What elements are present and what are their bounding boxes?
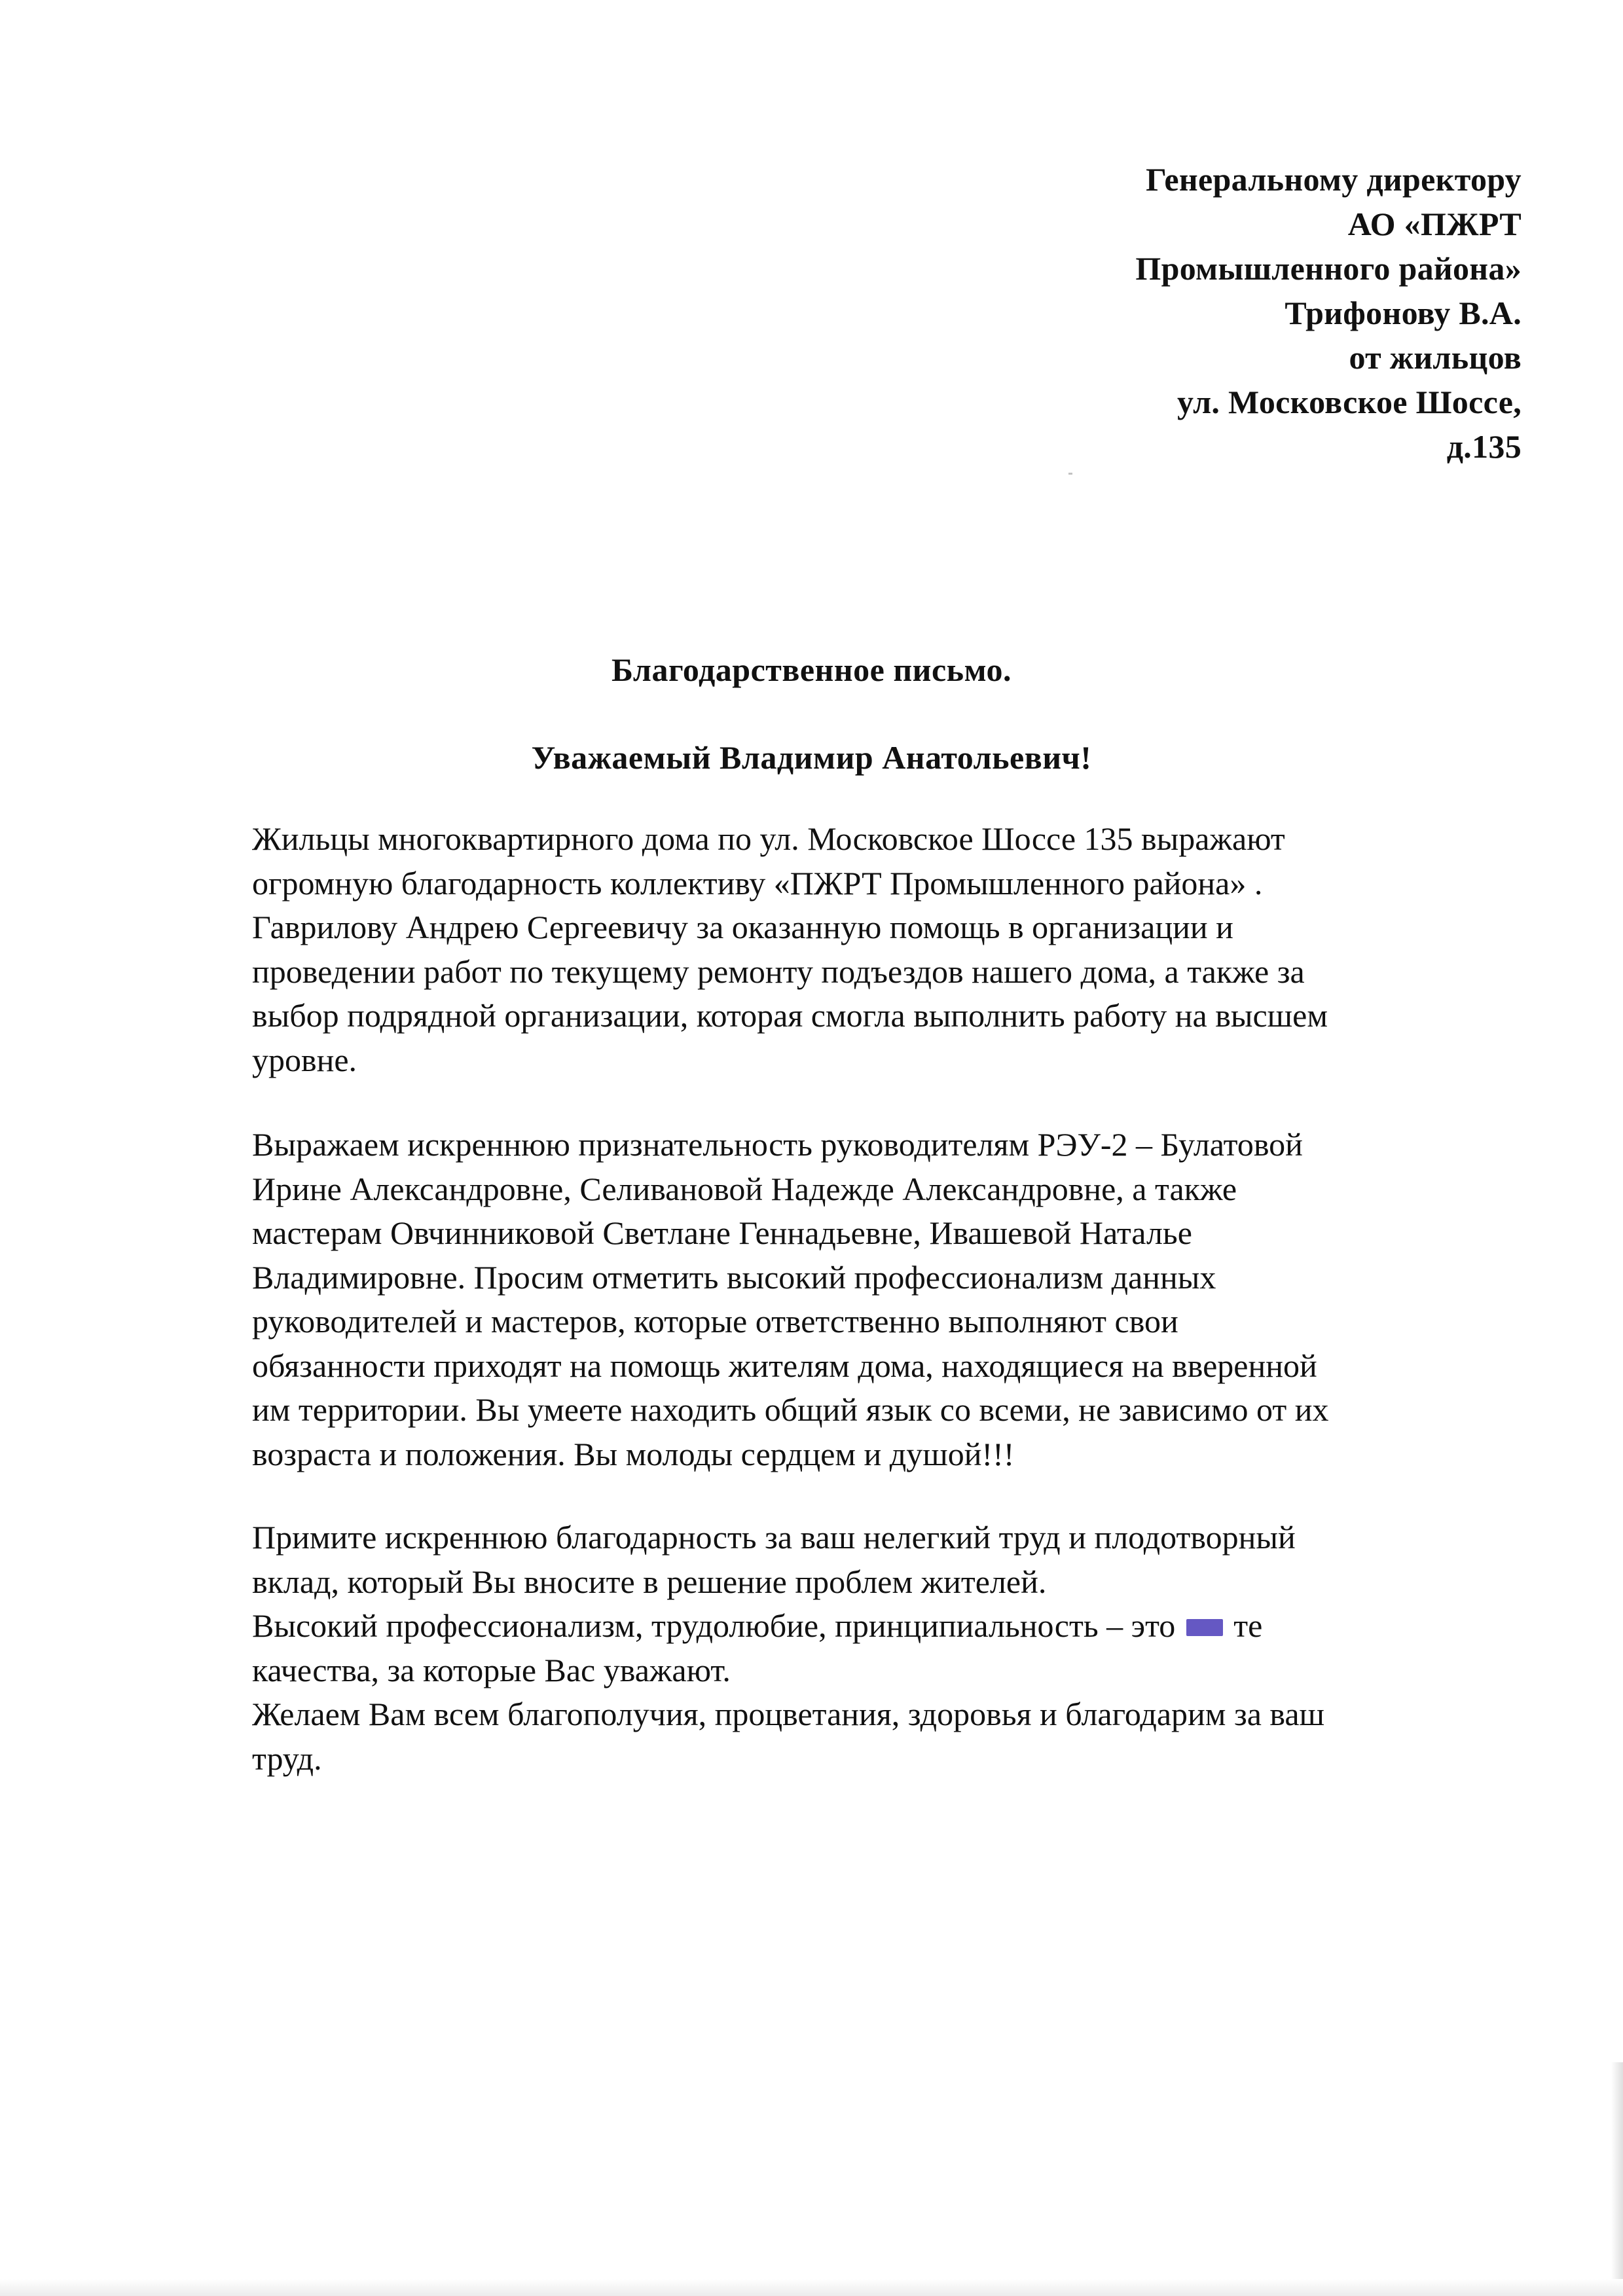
addressee-block (801, 157, 1522, 469)
paragraph-line: вклад, который Вы вносите в решение проблем жителей. (252, 1563, 1047, 1600)
paragraph-line: уровне. (252, 1041, 357, 1078)
addressee-line: Промышленного района» (1135, 250, 1522, 287)
paragraph-line: качества, за которые Вас уважают. (252, 1651, 731, 1688)
addressee-line: Трифонову В.А. (1285, 295, 1522, 331)
line-text-before-mark: Высокий профессионализм, трудолюбие, принципиальность – это (252, 1607, 1176, 1644)
scan-edge-shadow (1611, 2062, 1623, 2296)
paragraph-line: руководителей и мастеров, которые ответственно выполняют свои (252, 1303, 1178, 1339)
paragraph-line: Выражаем искреннюю признательность руководителям РЭУ-2 – Булатовой (252, 1126, 1303, 1163)
paragraph-line: выбор подрядной организации, которая смогла выполнить работу на высшем (252, 997, 1328, 1034)
paragraph-closing (252, 1516, 1535, 1781)
paragraph-line: возраста и положения. Вы молоды сердцем и душой!!! (252, 1435, 1015, 1472)
addressee-line: Генеральному директору (1146, 161, 1522, 198)
paragraph-line: Ирине Александровне, Селивановой Надежде Александровне, а также (252, 1170, 1237, 1207)
document-title: Благодарственное письмо. (611, 651, 1012, 688)
addressee-line: ул. Московское Шоссе, (1177, 384, 1522, 420)
line-text-after-mark: те (1233, 1607, 1263, 1644)
ink-blot-mark (1186, 1619, 1223, 1636)
paragraph-appreciation (252, 1123, 1535, 1476)
salutation: Уважаемый Владимир Анатольевич! (531, 739, 1092, 776)
paragraph-line: Жильцы многоквартирного дома по ул. Московское Шоссе 135 выражают (252, 820, 1285, 857)
paragraph-line: мастерам Овчинниковой Светлане Геннадьевне, Ивашевой Наталье (252, 1214, 1192, 1251)
paragraph-line: Примите искреннюю благодарность за ваш нелегкий труд и плодотворный (252, 1519, 1296, 1556)
addressee-line: от жильцов (1349, 339, 1522, 376)
paragraph-gratitude (252, 817, 1535, 1082)
paragraph-line: проведении работ по текущему ремонту подъездов нашего дома, а также за (252, 953, 1305, 990)
paragraph-line: огромную благодарность коллективу «ПЖРТ Промышленного района» . (252, 864, 1263, 902)
scan-edge-shadow (0, 2279, 1623, 2296)
paragraph-line: Желаем Вам всем благополучия, процветания, здоровья и благодарим за ваш (252, 1696, 1325, 1732)
paragraph-line-with-mark (252, 1604, 1535, 1649)
addressee-line: АО «ПЖРТ (1347, 206, 1522, 242)
paragraph-line: Владимировне. Просим отметить высокий профессионализм данных (252, 1258, 1216, 1296)
paragraph-line: им территории. Вы умеете находить общий язык со всеми, не зависимо от их (252, 1391, 1329, 1428)
paragraph-line: обязанности приходят на помощь жителям дома, находящиеся на вверенной (252, 1347, 1317, 1384)
addressee-line: д.135 (1446, 428, 1522, 465)
scan-speck (1068, 473, 1072, 475)
paragraph-line: труд. (252, 1740, 322, 1777)
paragraph-line: Гаврилову Андрею Сергеевичу за оказанную помощь в организации и (252, 909, 1233, 945)
